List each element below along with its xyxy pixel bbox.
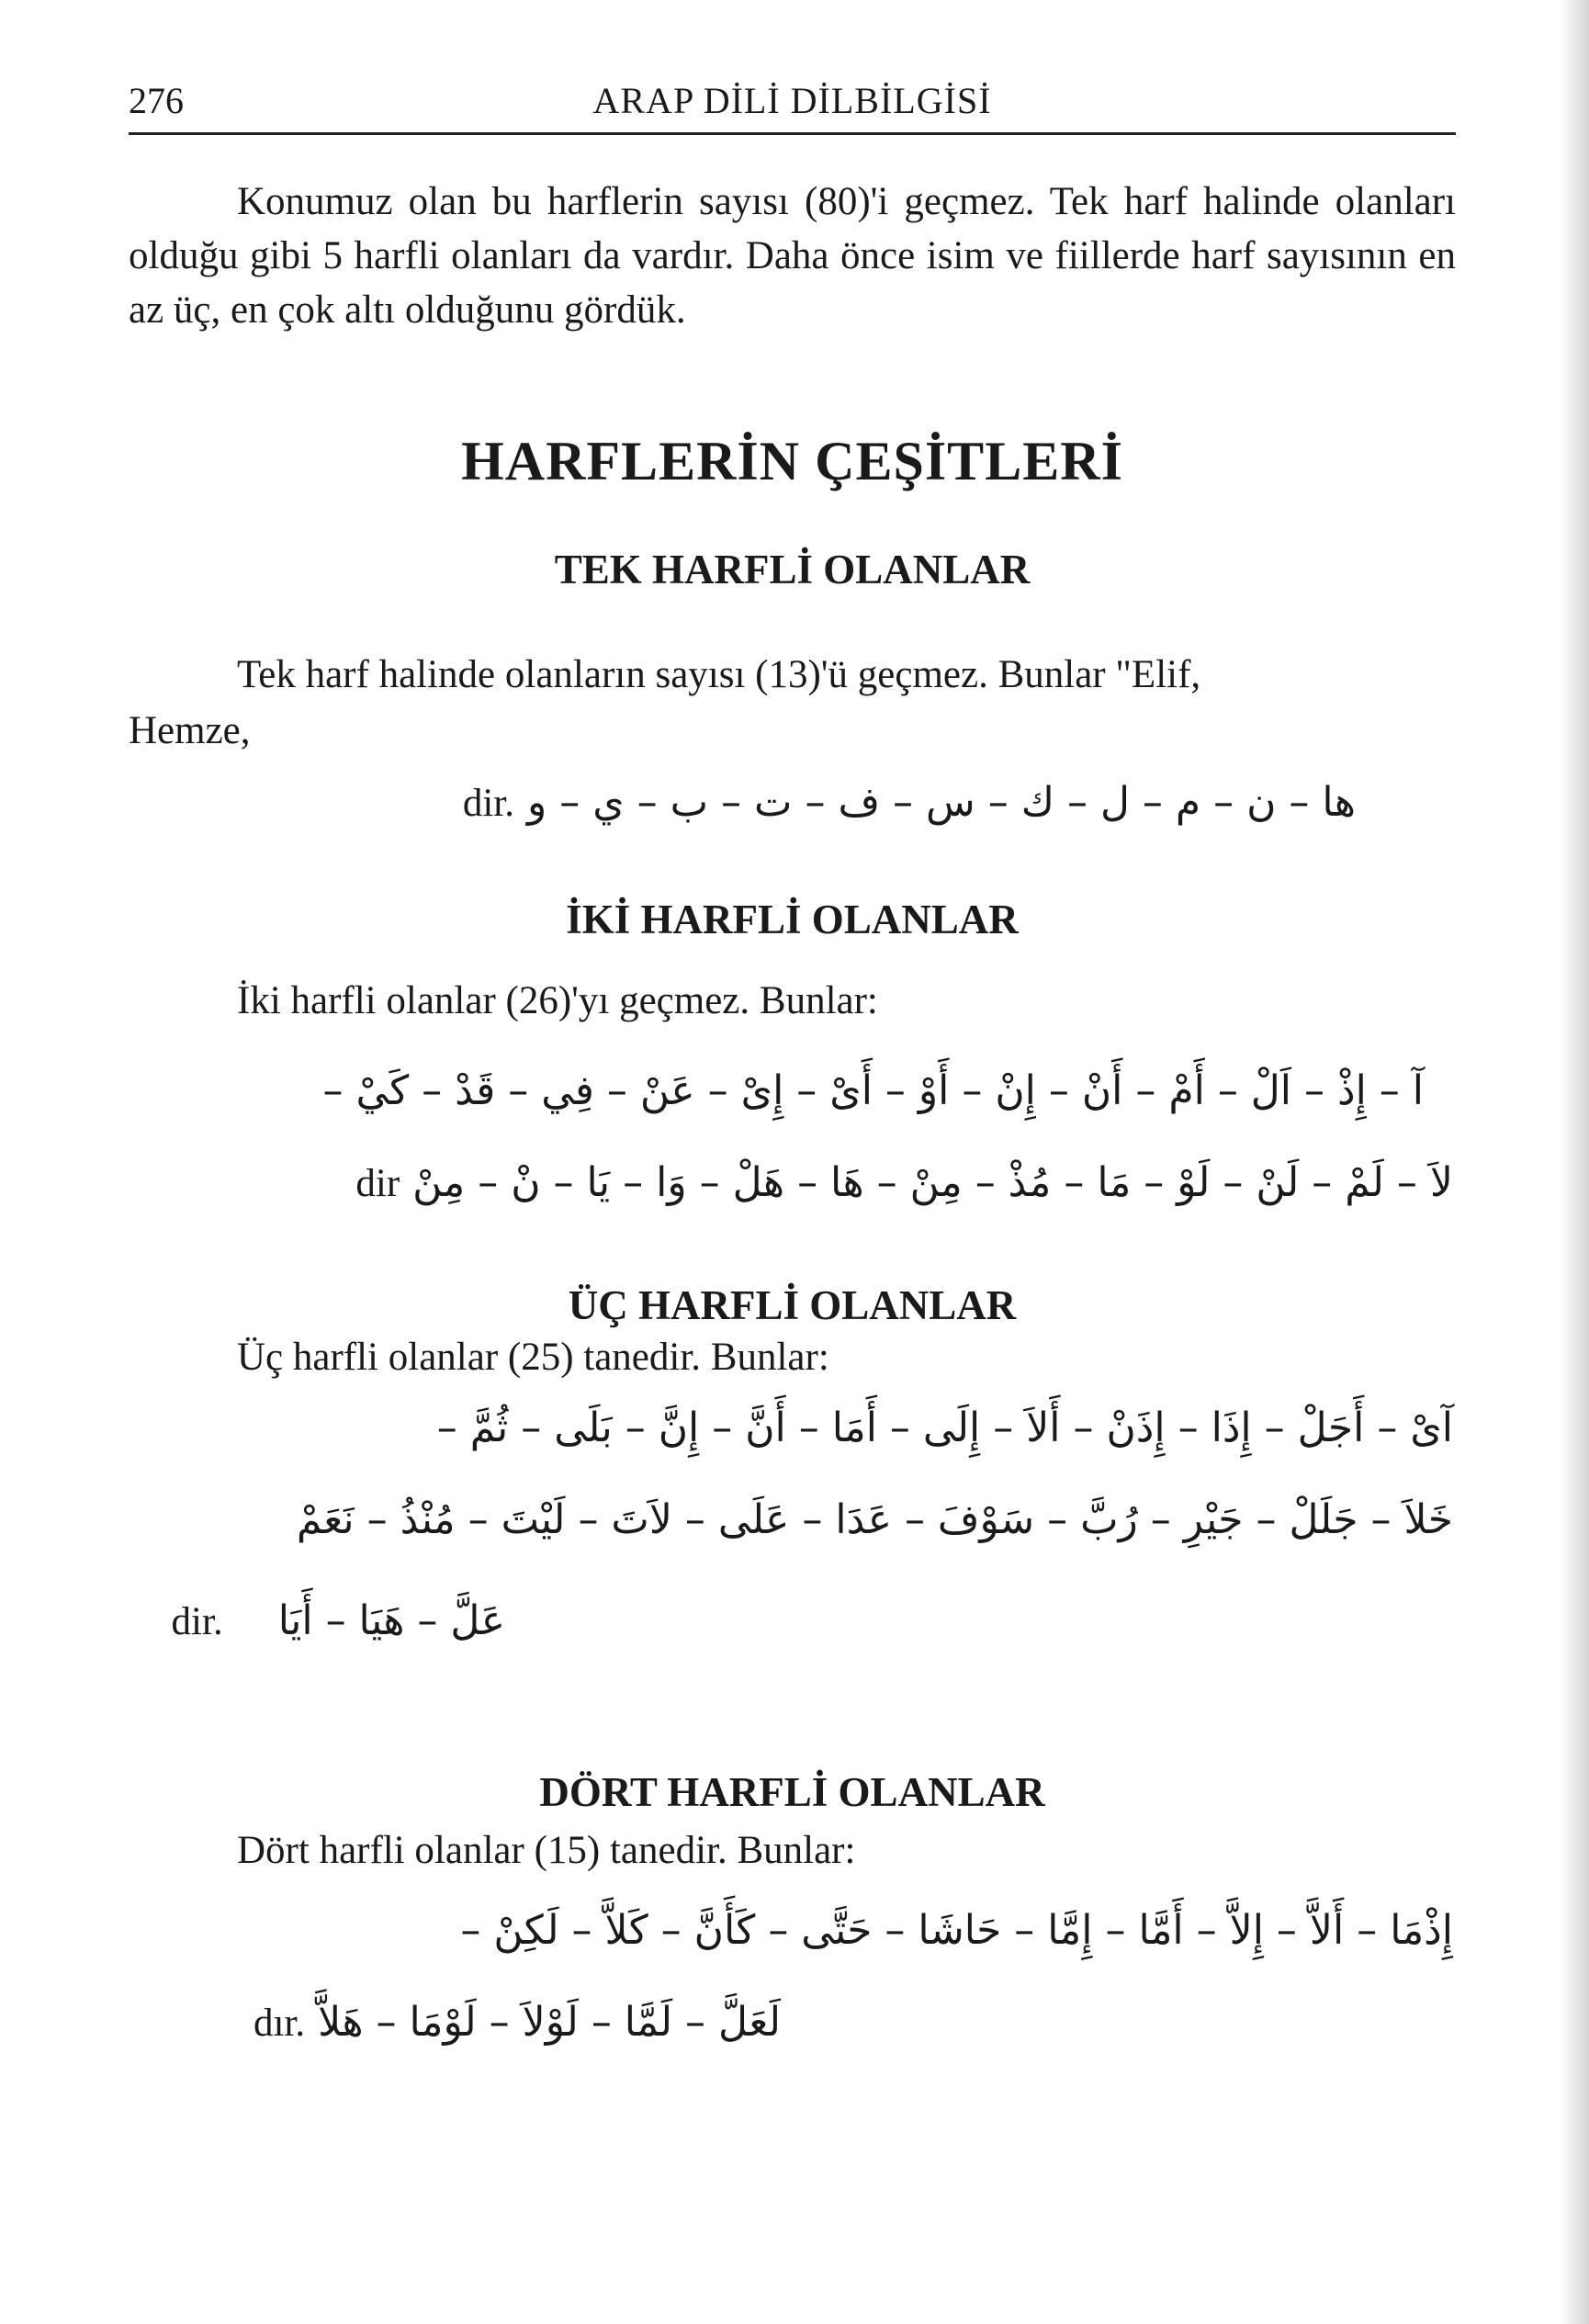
page-number: 276 [129,80,184,121]
section-heading-one-letter: TEK HARFLİ OLANLAR [554,547,1031,592]
section-three-intro: Üç harfli olanlar (25) tanedir. Bunlar: [237,1336,829,1379]
section-two-intro: İki harfli olanlar (26)'yı geçmez. Bunlar: [237,979,878,1022]
arabic-letters-one: ها – ن – م – ل – ك – س – ف – ت – ب – ي – و [527,779,1356,826]
intro-paragraph [129,175,1456,337]
section-one-arabic-list [463,766,1356,840]
section-two-arabic-line2 [355,1146,1453,1221]
main-title: HARFLERİN ÇEŞİTLERİ [461,431,1123,491]
section-two-arabic-line1: آ – إِذْ – اَلْ – أَمْ – أَنْ – إِنْ – أَوْ – أَىْ – إِىْ – عَنْ – فِي – قَدْ – كَيْ – [322,1067,1424,1114]
section-three-arabic-line3 [172,1585,505,1659]
page-edge-shadow [1561,0,1589,2324]
section-four-arabic-line1: إِذْمَا – أَلاَّ – إِلاَّ – أَمَّا – إِمَّا – حَاشَا – حَتَّى – كَأَنَّ – كَلاَّ – لَكِنْ – [460,1907,1453,1954]
arabic-letters-three: عَلَّ – هَيَا – أَيَا [277,1597,505,1644]
intro-paragraph-text: Konumuz olan bu harflerin sayısı (80)'i geçmez. Tek harf halinde olanları olduğu gibi 5 harfli olanları da vardır. Daha önce isim ve fiillerde harf sayısının en az üç, en çok altı olduğunu gördük. [129,180,1456,332]
page-header [129,75,1456,135]
section-four-suffix: dır. [253,2002,306,2045]
section-three-suffix: dir. [171,1600,223,1643]
section-heading-three-letter: ÜÇ HARFLİ OLANLAR [568,1282,1017,1328]
section-three-arabic-line1: آىْ – أَجَلْ – إِذَا – إِذَنْ – أَلاَ – إِلَى – أَمَا – أَنَّ – إِنَّ – بَلَى – ثُمَّ – [436,1405,1453,1451]
section-one-intro-line1: Tek harf halinde olanların sayısı (13)'ü geçmez. Bunlar "Elif, [237,653,1201,696]
arabic-letters-four: لَعَلَّ – لَمَّا – لَوْلاَ – لَوْمَا – هَلاَّ [318,1999,781,2046]
running-title: ARAP DİLİ DİLBİLGİSİ [592,80,992,121]
section-four-arabic-line2 [254,1986,781,2060]
section-heading-four-letter: DÖRT HARFLİ OLANLAR [539,1769,1045,1815]
section-four-intro: Dört harfli olanlar (15) tanedir. Bunlar: [237,1829,856,1872]
section-one-suffix: dir. [462,782,515,825]
section-three-arabic-line2: خَلاَ – جَلَلْ – جَيْرِ – رُبَّ – سَوْفَ – عَدَا – عَلَى – لاَتَ – لَيْتَ – مُنْذُ – نَعَمْ [296,1496,1453,1543]
section-two-suffix: dir [355,1162,400,1205]
section-one-intro-line2: Hemze, [129,709,251,752]
section-heading-two-letter: İKİ HARFLİ OLANLAR [566,897,1019,942]
arabic-letters-two: لاَ – لَمْ – لَنْ – لَوْ – مَا – مُذْ – مِنْ – هَا – هَلْ – وَا – يَا – نْ – مِنْ [412,1159,1453,1206]
